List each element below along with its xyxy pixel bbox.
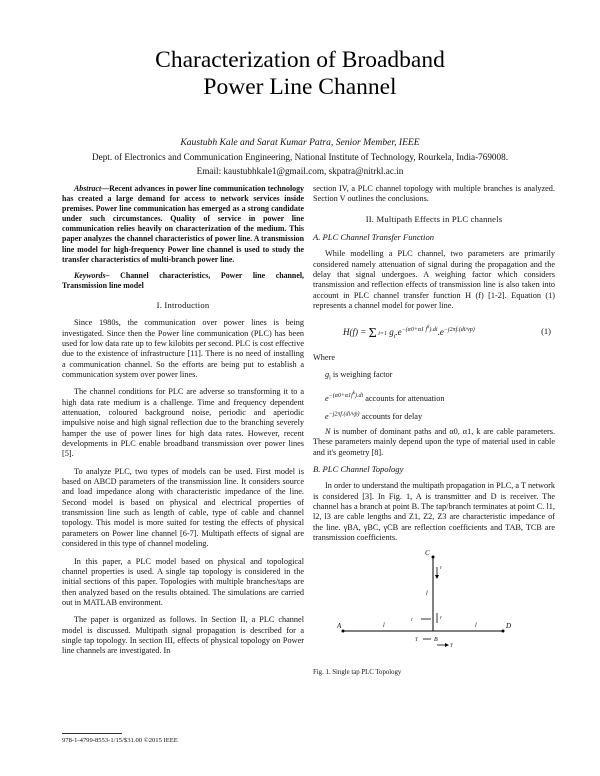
- keywords-lead: Keywords: [74, 270, 106, 280]
- right-column: [313, 184, 556, 676]
- label-l3: l: [475, 623, 477, 630]
- intro-continuation: section IV, a PLC channel topology with multiple branches is analyzed. Section V outlines the conclusions.: [313, 184, 555, 204]
- label-t-cb: T: [415, 638, 418, 644]
- label-r-ba: r: [411, 618, 413, 624]
- section-heading-introduction: I. Introduction: [156, 299, 210, 310]
- definition-gi-text: is weighing factor: [332, 369, 393, 379]
- transfer-function-paragraph: While modelling a PLC channel, two parameters are primarily considered namely attenuation of signal during the propagation and the delay that signal undergoes. A weighing factor which considers transmission and reflection effects of transmission line is also taken into account in PLC channel transfer function H (f) [1-2]. Equation (1) represents a channel model for power line.: [313, 249, 555, 311]
- keywords-text: – Channel characteristics, Power line channel, Transmission line model: [62, 270, 304, 290]
- intro-paragraph-4: In this paper, a PLC model based on physical and topological channel properties is used. A single tap topology is considered in the initial sections of this paper. Topologies with multiple branches/taps are then analyzed based on the results obtained. The simulations are carried out in MATLAB environment.: [62, 556, 304, 607]
- paper-title: [0, 47, 600, 101]
- authors: Kaustubh Kale and Sarat Kumar Patra, Senior Member, IEEE: [180, 137, 420, 148]
- keywords: [62, 271, 304, 291]
- arrow-head: [445, 643, 449, 647]
- email: Email: kaustubhkale1@gmail.com, skpatra@nitrkl.ac.in: [196, 166, 404, 176]
- affiliation: Dept. of Electronics and Communication Engineering, National Institute of Technology, Rourkela, India-769008.: [91, 152, 508, 162]
- t-network-diagram: [313, 547, 555, 662]
- abstract-text: —Recent advances in power line communication technology has created a large demand for access to network services inside premises. Power line communication has emerged as a strong candidate under such circumstances. Quality of service in power line communication relies heavily on characterization of the medium. This paper analyzes the channel characteristics of power line. A transmission line model for high-frequency Power line channel is used to study the transfer characteristics of multi-branch power line.: [62, 184, 304, 264]
- definition-attenuation-text: accounts for attenuation: [365, 393, 445, 403]
- title-line-1: Characterization of Broadband: [155, 47, 445, 73]
- label-t-ab: T: [450, 644, 453, 650]
- footer-rule: [62, 733, 122, 734]
- label-l2: l: [426, 591, 428, 598]
- label-r-bc: r: [440, 616, 442, 622]
- label-l1: l: [383, 623, 385, 630]
- paths-paragraph: N is number of dominant paths and α0, α1, k are cable parameters. These parameters mainly depend upon the type of material used in cable and it's geometry [8].: [313, 426, 556, 457]
- topology-paragraph: In order to understand the multipath propagation in PLC, a T network is considered [3]. In Fig. 1, A is transmitter and D is receiver. The channel has a branch at point B. The tap/branch terminates at point C. l1, l2, l3 are cable lengths and Z1, Z2, Z3 are characteristic impedance of the line. γBA, γBC, γCB are reflection coefficients and TAB, TCB are transmission coefficients.: [313, 481, 555, 543]
- subsection-heading-topology: B. PLC Channel Topology: [313, 463, 404, 474]
- node-c: [432, 556, 435, 559]
- label-c: C: [425, 549, 430, 558]
- where-label: Where: [313, 353, 335, 363]
- left-column: [62, 184, 304, 657]
- node-d: [502, 630, 505, 633]
- definition-delay: $e^{-j2\pi f.(di/vp)}$ accounts for delay: [325, 410, 423, 421]
- figure-caption: Fig. 1. Single tap PLC Topology: [313, 668, 402, 676]
- label-b: B: [434, 637, 438, 644]
- abstract-lead: Abstract: [74, 184, 102, 193]
- intro-paragraph-2: The channel conditions for PLC are adverse so transforming it to a high data rate medium is a challenge. Time and frequency dependent attenuation, coloured background noise, periodic and aperiodic impulsive noise and high signal reflection due to the branching severely hamper the use of power lines for high data rates. However, recent developments in PLC enable broadband transmission over power lines [5].: [62, 387, 304, 459]
- section-heading-multipath: II. Multipath Effects in PLC channels: [365, 213, 503, 224]
- title-line-2: Power Line Channel: [203, 74, 397, 100]
- label-a: A: [337, 622, 342, 631]
- label-r-cb: r: [440, 566, 442, 572]
- equation-body: H(f) = Σ i=1 $g_i.e^{-(\alpha 0+\alpha 1 f^k).di}.e^{-j2\pi f.(di/vp)}$: [343, 325, 475, 342]
- figure-1: [313, 547, 555, 676]
- intro-paragraph-3: To analyze PLC, two types of models can be used. First model is based on ABCD parameters of the transmission line. It considers source and load impedance along with characteristic impedance of the line. Second model is based on physical and electrical properties of transmission line such as length of cable, type of cable and channel topology. This model is more suited for testing the effects of physical parameters on Power line channel [6-7]. Multipath effects of signal are considered in this type of channel modeling.: [62, 466, 304, 549]
- node-a: [342, 630, 345, 633]
- definition-delay-text: accounts for delay: [361, 411, 423, 421]
- equation-number: (1): [541, 326, 551, 337]
- subsection-heading-transfer: A. PLC Channel Transfer Function: [313, 232, 435, 243]
- label-d: D: [506, 622, 512, 631]
- definition-gi: $g_i$ is weighing factor: [325, 369, 393, 382]
- arrow-head: [435, 575, 439, 579]
- paths-paragraph-text: is number of dominant paths and α0, α1, k are cable parameters. These parameters mainly depend upon the type of material used in cable and it's geometry [8].: [313, 426, 556, 457]
- intro-paragraph-1: Since 1980s, the communication over power lines is being investigated. Since then the Power line communication (PLC) has been used for low data rate up to few kilobits per second. PLC is cost effective due to the existence of infrastructure [11]. There is no need of installing a communication channel. So the efforts are being put to establish a communication system over power lines.: [62, 318, 305, 379]
- abstract: [62, 184, 304, 265]
- definition-attenuation: $e^{-(\alpha 0+\alpha 1f^k).di}$ accounts for attenuation: [325, 390, 445, 403]
- equation-1: [313, 317, 555, 347]
- intro-paragraph-5: The paper is organized as follows. In Section II, a PLC channel model is discussed. Multipath signal propagation is described for a single tap topology. In section III, effects of physical topology on Power line channels are investigated. In: [62, 615, 304, 656]
- copyright-footer: 978-1-4799-8553-1/15/$31.00 ©2015 IEEE: [62, 737, 178, 744]
